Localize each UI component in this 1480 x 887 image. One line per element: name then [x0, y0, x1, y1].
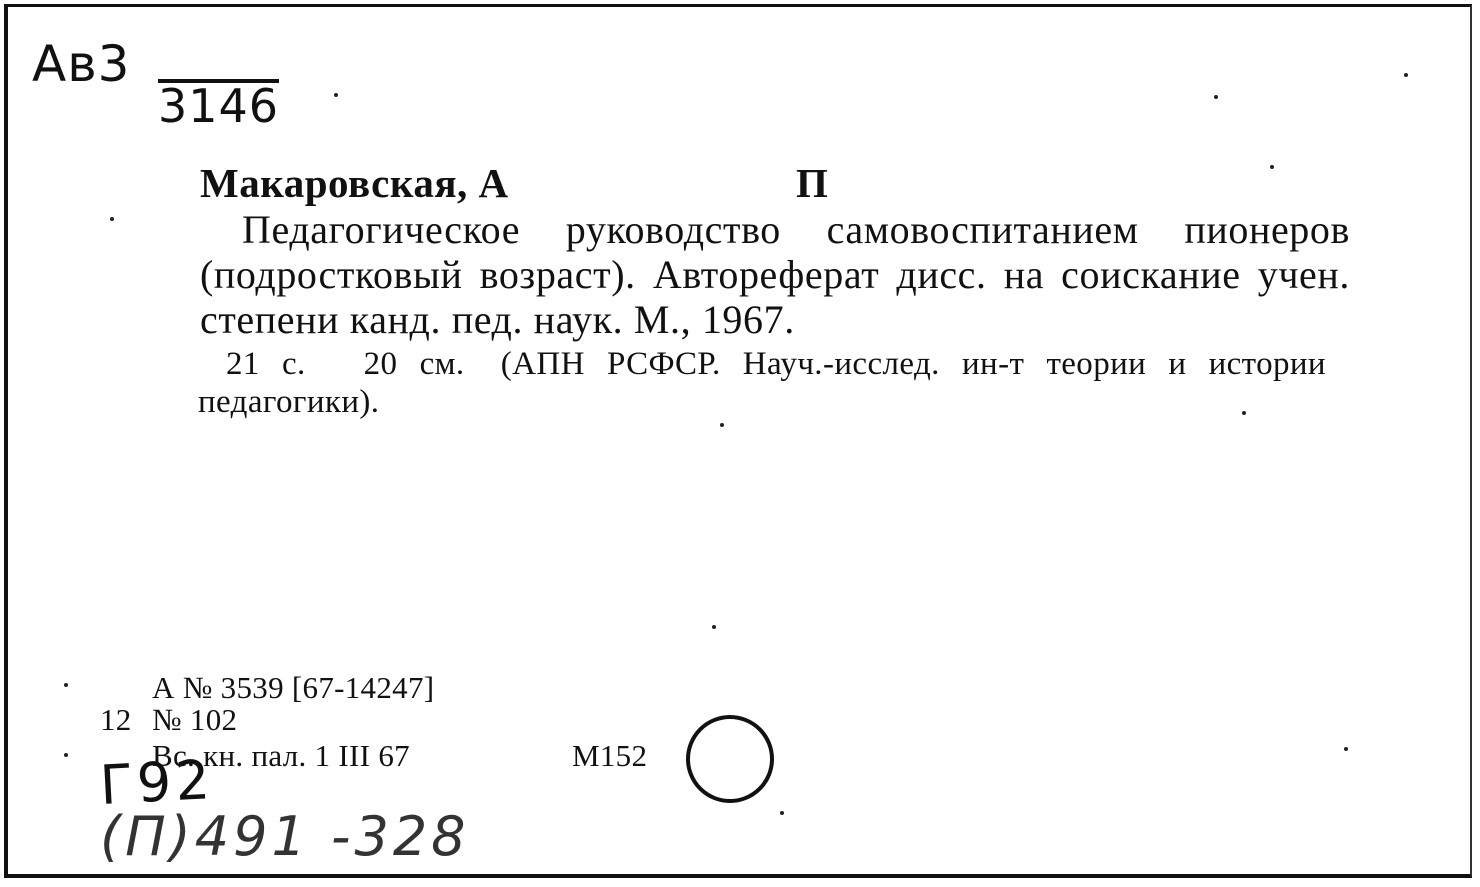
scan-speck — [1344, 747, 1348, 751]
scan-speck — [334, 93, 338, 97]
author-heading: Макаровская, А — [200, 160, 509, 206]
collation-pages: 21 с. — [226, 346, 306, 382]
title-statement: Педагогическое руководство самовоспитанием пионеров (подростковый возраст). Автореферат дисс. на соискание учен. степени канд. пед. наук. М., 1967. — [200, 207, 1350, 342]
scan-speck — [1404, 73, 1408, 77]
registration-line-1: А № 3539 [67-14247] — [152, 670, 435, 705]
shelfmark-prefix: Ав3 — [32, 35, 131, 93]
scan-speck — [720, 423, 724, 427]
scan-speck — [64, 683, 68, 687]
scan-speck — [1270, 165, 1274, 169]
collation — [198, 345, 1326, 421]
handwritten-code-1: Г92 — [98, 748, 216, 817]
registration-line-2-number: 12 — [100, 702, 132, 737]
registration-line-3: Вс. кн. пал. 1 III 67 — [152, 738, 410, 773]
scan-speck — [1214, 95, 1218, 99]
scan-speck — [64, 753, 68, 757]
catalog-card — [4, 4, 1472, 878]
circle-stamp — [686, 715, 774, 803]
scan-speck — [780, 811, 784, 815]
series-note: (АПН РСФСР. Науч.-исслед. ин-т теории и истории педагогики). — [198, 346, 1326, 420]
author-initial: П — [796, 160, 828, 206]
handwritten-code-2: (П)491 -328 — [100, 805, 470, 868]
shelfmark-number: 3146 — [158, 79, 280, 133]
collation-size: 20 см. — [363, 346, 465, 382]
registration-line-2: № 102 — [152, 702, 238, 737]
scan-speck — [110, 217, 114, 221]
registration-code: М152 — [572, 738, 648, 773]
scan-speck — [1242, 411, 1246, 415]
scan-speck — [712, 625, 716, 629]
